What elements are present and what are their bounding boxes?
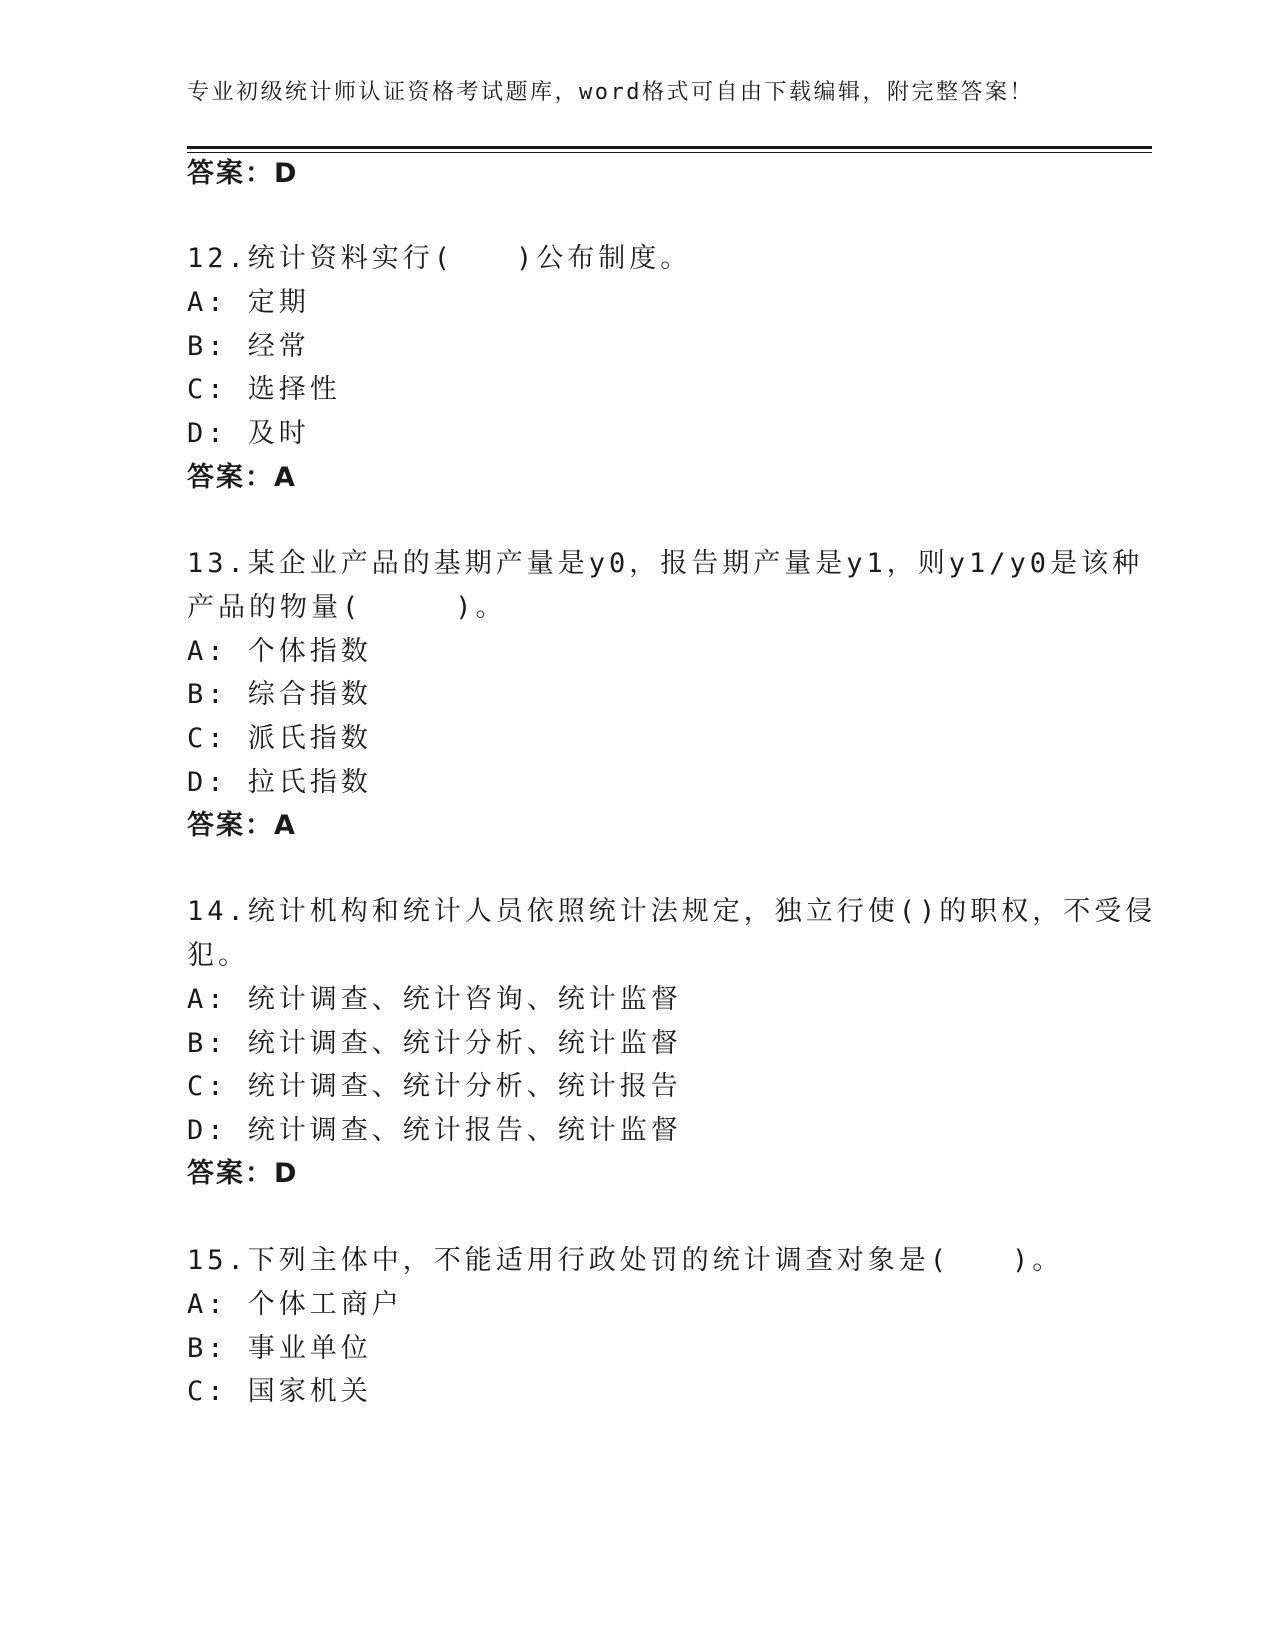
question-stem: 14.统计机构和统计人员依照统计法规定，独立行使()的职权，不受侵 — [187, 896, 1157, 927]
option-d: D: 统计调查、统计报告、统计监督 — [187, 1115, 682, 1146]
option-a: A: 个体指数 — [187, 636, 372, 667]
option-a: A: 统计调查、统计咨询、统计监督 — [187, 984, 682, 1015]
option-b: B: 综合指数 — [187, 679, 372, 710]
option-c: C: 选择性 — [187, 374, 341, 405]
question-stem-cont: 产品的物量( )。 — [187, 592, 507, 623]
question-stem: 13.某企业产品的基期产量是y0，报告期产量是y1，则y1/y0是该种 — [187, 548, 1144, 579]
answer-label: 答案：D — [187, 158, 299, 189]
header-rule-thin — [187, 152, 1152, 153]
option-c: C: 派氏指数 — [187, 723, 372, 754]
question-stem: 15.下列主体中，不能适用行政处罚的统计调查对象是( )。 — [187, 1245, 1064, 1276]
page-header: 专业初级统计师认证资格考试题库，word格式可自由下载编辑，附完整答案！ — [187, 80, 1034, 105]
question-stem-cont: 犯。 — [187, 940, 249, 971]
answer-label: 答案：A — [187, 810, 297, 841]
option-a: A: 个体工商户 — [187, 1289, 403, 1320]
question-stem: 12.统计资料实行( )公布制度。 — [187, 243, 692, 274]
option-b: B: 事业单位 — [187, 1333, 372, 1364]
option-c: C: 统计调查、统计分析、统计报告 — [187, 1071, 682, 1102]
option-c: C: 国家机关 — [187, 1376, 372, 1407]
header-rule-thick — [187, 146, 1152, 149]
answer-label: 答案：D — [187, 1158, 299, 1189]
answer-label: 答案：A — [187, 462, 297, 493]
option-a: A: 定期 — [187, 287, 310, 318]
option-d: D: 拉氏指数 — [187, 767, 372, 798]
option-d: D: 及时 — [187, 418, 310, 449]
option-b: B: 统计调查、统计分析、统计监督 — [187, 1028, 682, 1059]
option-b: B: 经常 — [187, 331, 310, 362]
